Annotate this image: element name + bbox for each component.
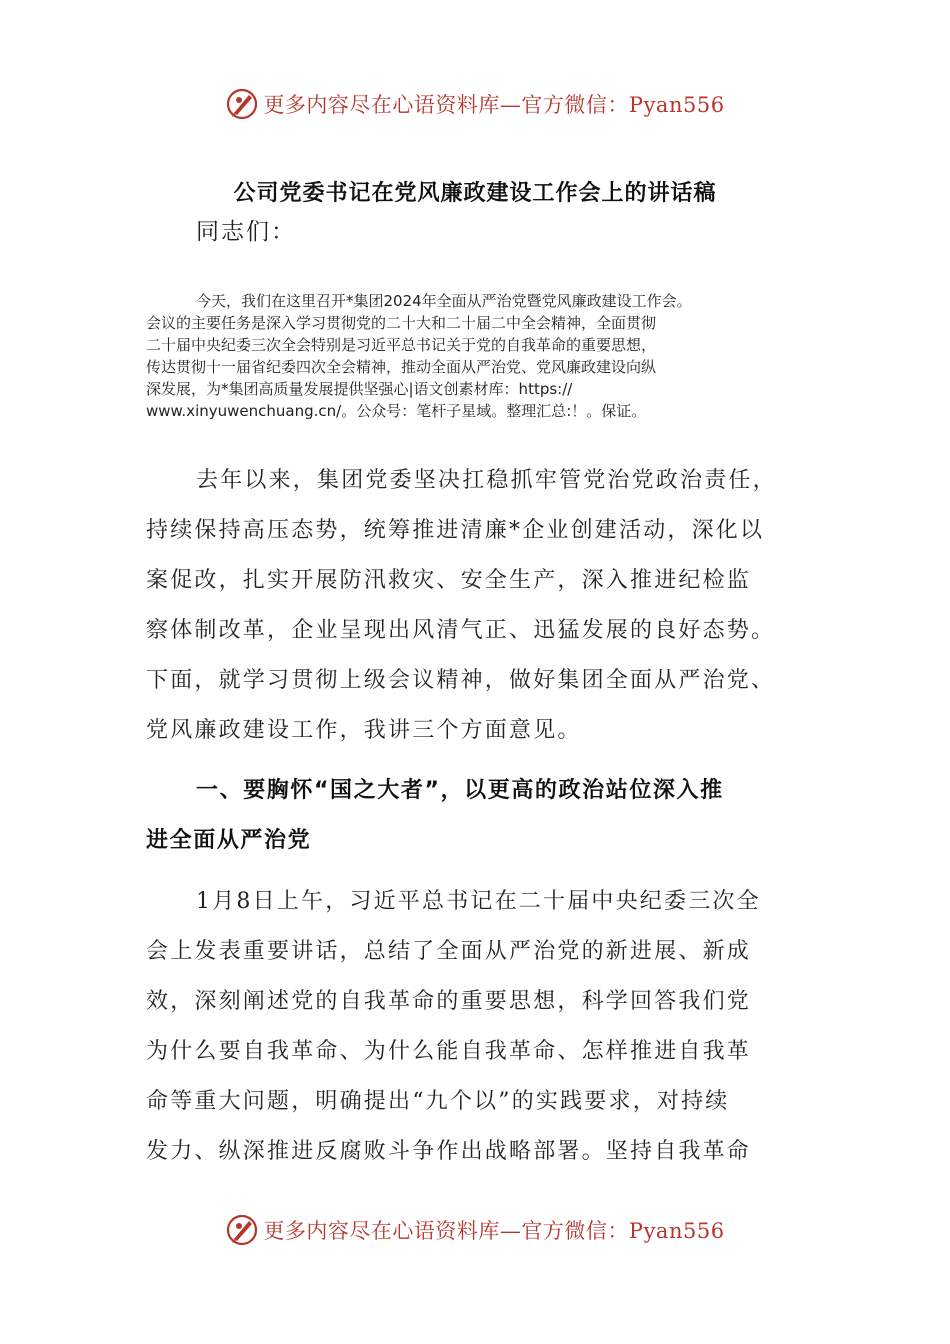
paragraph-line: 发力、纵深推进反腐败斗争作出战略部署。坚持自我革命 (146, 1139, 752, 1164)
watermark-text: 更多内容尽在心语资料库—官方微信：Pyan556 (263, 1219, 725, 1243)
paragraph-line: 命等重大问题，明确提出“九个以”的实践要求，对持续 (146, 1089, 730, 1114)
body-paragraph-1 (146, 456, 806, 756)
paragraph-line: 会上发表重要讲话，总结了全面从严治党的新进展、新成 (146, 939, 752, 964)
watermark-footer (0, 1210, 950, 1250)
document-title: 公司党委书记在党风廉政建设工作会上的讲话稿 (233, 181, 717, 206)
heading-line: 一、要胸怀“国之大者”，以更高的政治站位深入推 (196, 778, 724, 803)
body-paragraph-2 (146, 877, 806, 1177)
intro-line: www.xinyuwenchuang.cn/。公众号：笔杆子星域。整理汇总:！。保证。 (146, 402, 647, 420)
intro-line: 深发展，为*集团高质量发展提供坚强心|语文创素材库：https:// (146, 380, 573, 398)
intro-line: 传达贯彻十一届省纪委四次全会精神，推动全面从严治党、党风廉政建设向纵 (146, 358, 657, 376)
paragraph-line: 去年以来，集团党委坚决扛稳抓牢管党治党政治责任， (196, 468, 777, 493)
salutation: 同志们： (196, 219, 296, 245)
section-heading-1 (146, 766, 806, 866)
paragraph-line: 下面，就学习贯彻上级会议精神，做好集团全面从严治党、 (146, 668, 776, 693)
paragraph-line: 察体制改革，企业呈现出风清气正、迅猛发展的良好态势。 (146, 618, 776, 643)
heading-line: 进全面从严治党 (146, 828, 312, 853)
pen-logo-icon (225, 87, 259, 121)
intro-line: 会议的主要任务是深入学习贯彻党的二十大和二十届二中全会精神，全面贯彻 (146, 314, 657, 332)
intro-paragraph (146, 290, 826, 422)
intro-line: 二十届中央纪委三次全会特别是习近平总书记关于党的自我革命的重要思想， (146, 336, 657, 354)
paragraph-line: 为什么要自我革命、为什么能自我革命、怎样推进自我革 (146, 1039, 752, 1064)
pen-logo-icon (225, 1213, 259, 1247)
paragraph-line: 1月8日上午，习近平总书记在二十届中央纪委三次全 (196, 889, 761, 914)
paragraph-line: 效，深刻阐述党的自我革命的重要思想，科学回答我们党 (146, 989, 752, 1014)
paragraph-line: 持续保持高压态势，统筹推进清廉*企业创建活动，深化以 (146, 518, 765, 543)
paragraph-line: 党风廉政建设工作，我讲三个方面意见。 (146, 718, 582, 743)
intro-line: 今天，我们在这里召开*集团2024年全面从严治党暨党风廉政建设工作会。 (196, 292, 692, 310)
paragraph-line: 案促改，扎实开展防汛救灾、安全生产，深入推进纪检监 (146, 568, 752, 593)
watermark-text: 更多内容尽在心语资料库—官方微信：Pyan556 (263, 93, 725, 117)
watermark-header (0, 84, 950, 124)
